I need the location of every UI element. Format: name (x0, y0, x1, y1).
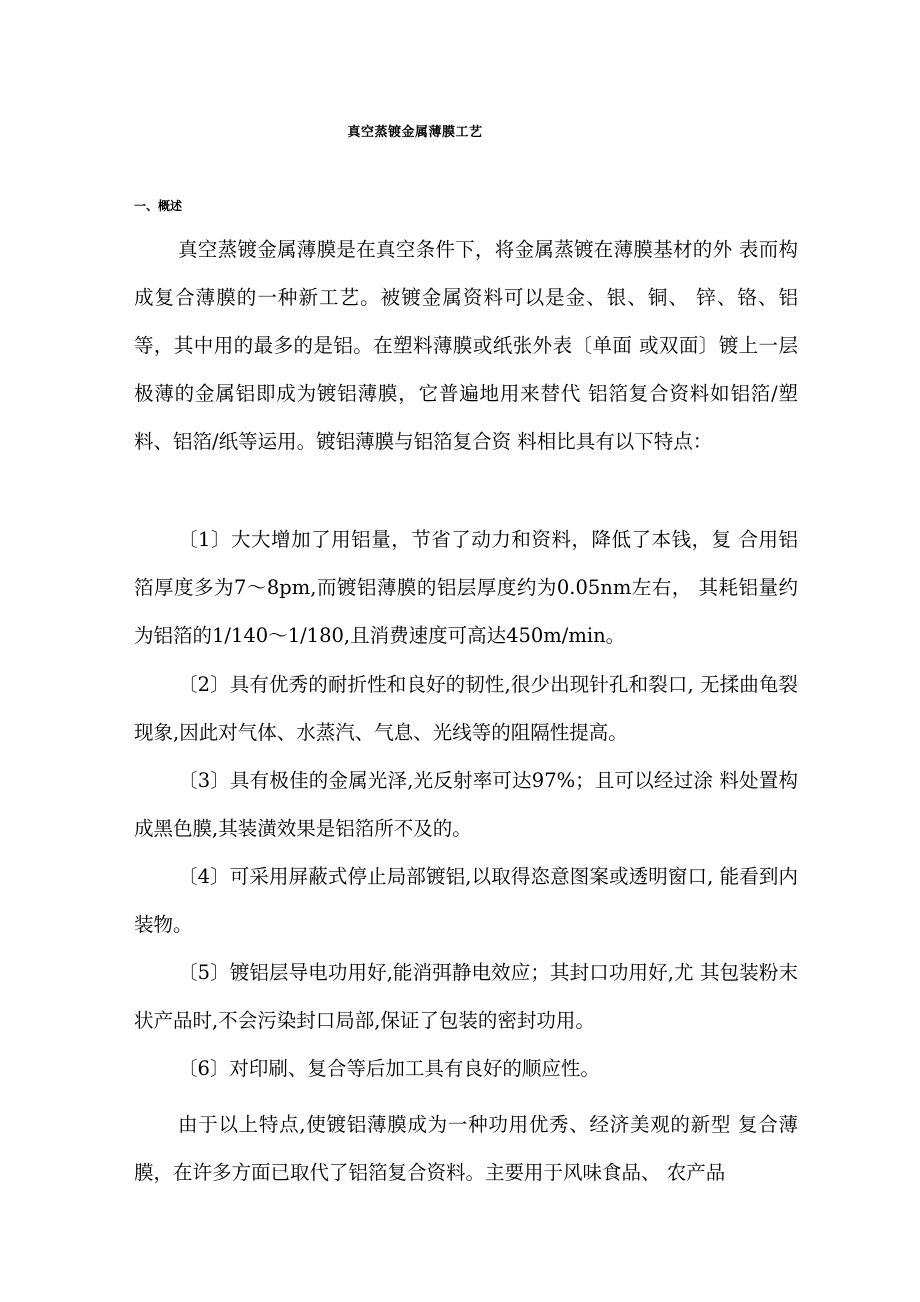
paragraph-feature-2: 〔2〕具有优秀的耐折性和良好的韧性,很少出现针孔和裂口, 无揉曲龟裂现象,因此对气体、水蒸汽、气息、光线等的阻隔性提高。 (134, 673, 798, 744)
paragraph-feature-1: 〔1〕大大增加了用铝量，节省了动力和资料，降低了本钱，复 合用铝箔厚度多为7〜8pm,而镀铝薄膜的铝层厚度约为0.05nm左右， 其耗铝量约为铝箔的1/140〜1/180,且消费速度可高达450m/min。 (134, 528, 798, 647)
paragraph-intro: 真空蒸镀金属薄膜是在真空条件下，将金属蒸镀在薄膜基材的外 表而构成复合薄膜的一种新工艺。被镀金属资料可以是金、银、铜、 锌、铬、铝等，其中用的最多的是铝。在塑料薄膜或纸张外表〔单面 或双面〕镀上一层极薄的金属铝即成为镀铝薄膜，它普遍地用来替代 铝箔复合资料如铝箔/塑料、铝箔/纸等运用。镀铝薄膜与铝箔复合资 料相比具有以下特点： (134, 238, 798, 453)
paragraph-feature-4: 〔4〕可采用屏蔽式停止局部镀铝,以取得恣意图案或透明窗口, 能看到内装物。 (134, 865, 798, 936)
paragraph-feature-6: 〔6〕对印刷、复合等后加工具有良好的顺应性。 (178, 1057, 600, 1080)
paragraph-summary: 由于以上特点,使镀铝薄膜成为一种功用优秀、经济美观的新型 复合薄膜，在许多方面已取代了铝箔复合资料。主要用于风味食品、 农产品 (134, 1113, 798, 1184)
paragraph-feature-5: 〔5〕镀铝层导电功用好,能消弭静电效应；其封口功用好,尤 其包装粉末状产品时,不会污染封口局部,保证了包装的密封功用。 (134, 961, 798, 1032)
paragraph-feature-3: 〔3〕具有极佳的金属光泽,光反射率可达97%；且可以经过涂 料处置构成黑色膜,其装潢效果是铝箔所不及的。 (134, 769, 798, 840)
document-title: 真空蒸镀金属薄膜工艺 (347, 125, 483, 140)
section-heading: 一、概述 (134, 199, 183, 213)
